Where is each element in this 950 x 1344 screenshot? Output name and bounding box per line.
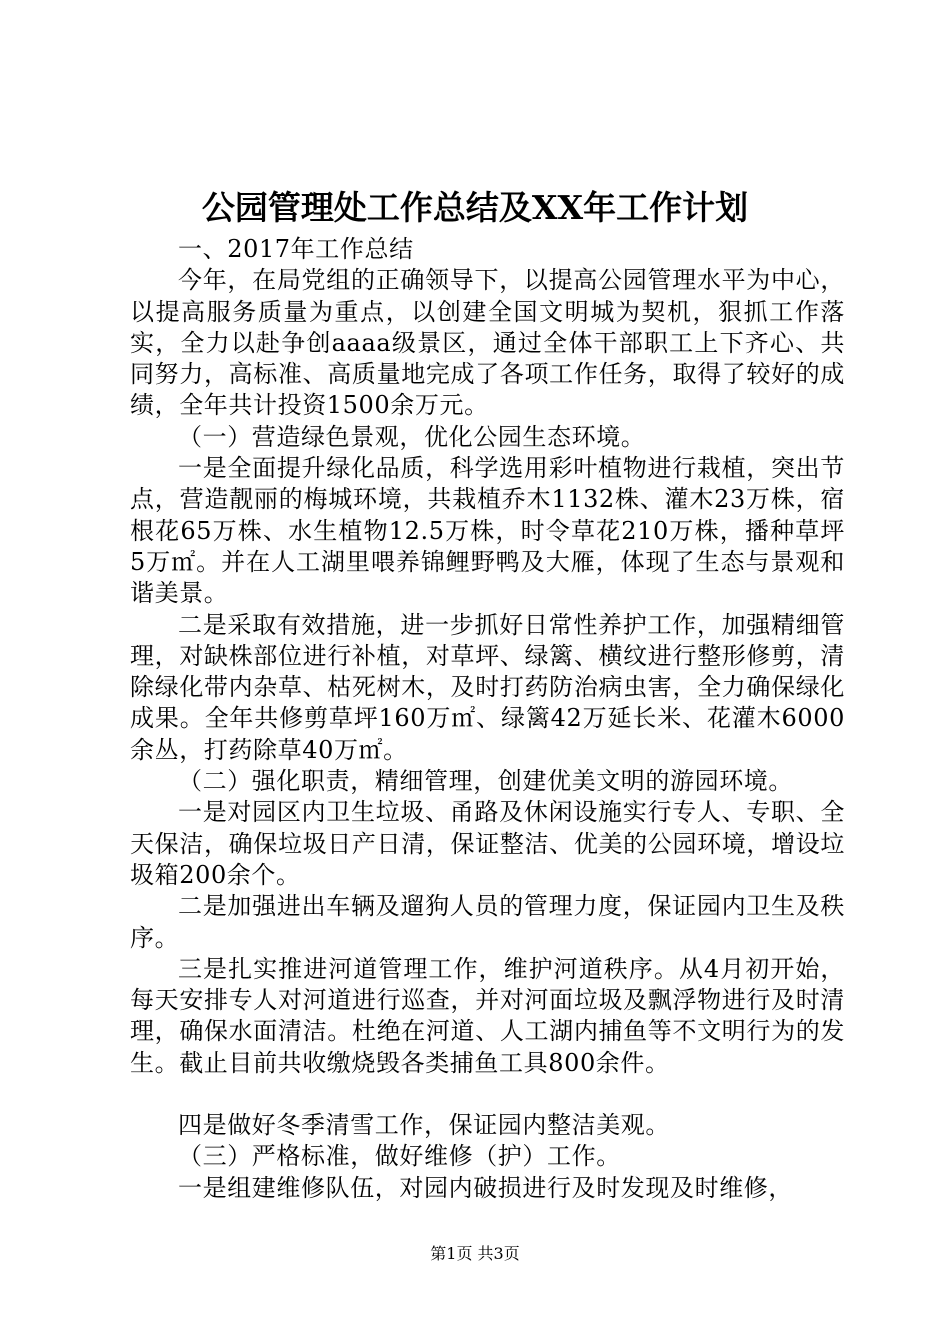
subsection-heading: （二）强化职责，精细管理，创建优美文明的游园环境。 [178,767,793,796]
paragraph: 一是全面提升绿化品质，科学选用彩叶植物进行栽植，突出节点，营造靓丽的梅城环境，共栽植乔木1132株、灌木23万株，宿根花65万株、水生植物12.5万株，时令草花210万株，播种草坪5万㎡。并在人工湖里喂养锦鲤野鸭及大雁，体现了生态与景观和谐美景。 [130,454,845,608]
paragraph: 四是做好冬季清雪工作，保证园内整洁美观。 [178,1111,670,1140]
paragraph: 三是扎实推进河道管理工作，维护河道秩序。从4月初开始，每天安排专人对河道进行巡查，并对河面垃圾及飘浮物进行及时清理，确保水面清洁。杜绝在河道、人工湖内捕鱼等不文明行为的发生。截止目前共收缴烧毁各类捕鱼工具800余件。 [130,954,845,1077]
paragraph: 二是采取有效措施，进一步抓好日常性养护工作，加强精细管理，对缺株部位进行补植，对草坪、绿篱、横纹进行整形修剪，清除绿化带内杂草、枯死树木，及时打药防治病虫害，全力确保绿化成果。全年共修剪草坪160万㎡、绿篱42万延长米、花灌木6000余丛，打药除草40万㎡。 [130,610,845,764]
paragraph: 一是对园区内卫生垃圾、甬路及休闲设施实行专人、专职、全天保洁，确保垃圾日产日清，保证整洁、优美的公园环境，增设垃圾箱200余个。 [130,798,845,889]
subsection-heading: （一）营造绿色景观，优化公园生态环境。 [178,422,646,451]
document-body [130,234,845,1204]
page-number: 第1页 共3页 [430,1244,520,1263]
paragraph: 二是加强进出车辆及遛狗人员的管理力度，保证园内卫生及秩序。 [130,892,845,952]
paragraph: 今年，在局党组的正确领导下，以提高公园管理水平为中心，以提高服务质量为重点，以创建全国文明城为契机，狠抓工作落实，全力以赴争创aaaa级景区，通过全体干部职工上下齐心、共同努力，高标准、高质量地完成了各项工作任务，取得了较好的成绩，全年共计投资1500余万元。 [130,266,845,420]
subsection-heading: （三）严格标准，做好维修（护）工作。 [178,1142,621,1171]
document-title: 公园管理处工作总结及XX年工作计划 [201,188,749,227]
paragraph: 一是组建维修队伍，对园内破损进行及时发现及时维修， [178,1173,793,1202]
section-heading: 一、2017年工作总结 [178,235,414,263]
page-footer [0,1243,950,1265]
